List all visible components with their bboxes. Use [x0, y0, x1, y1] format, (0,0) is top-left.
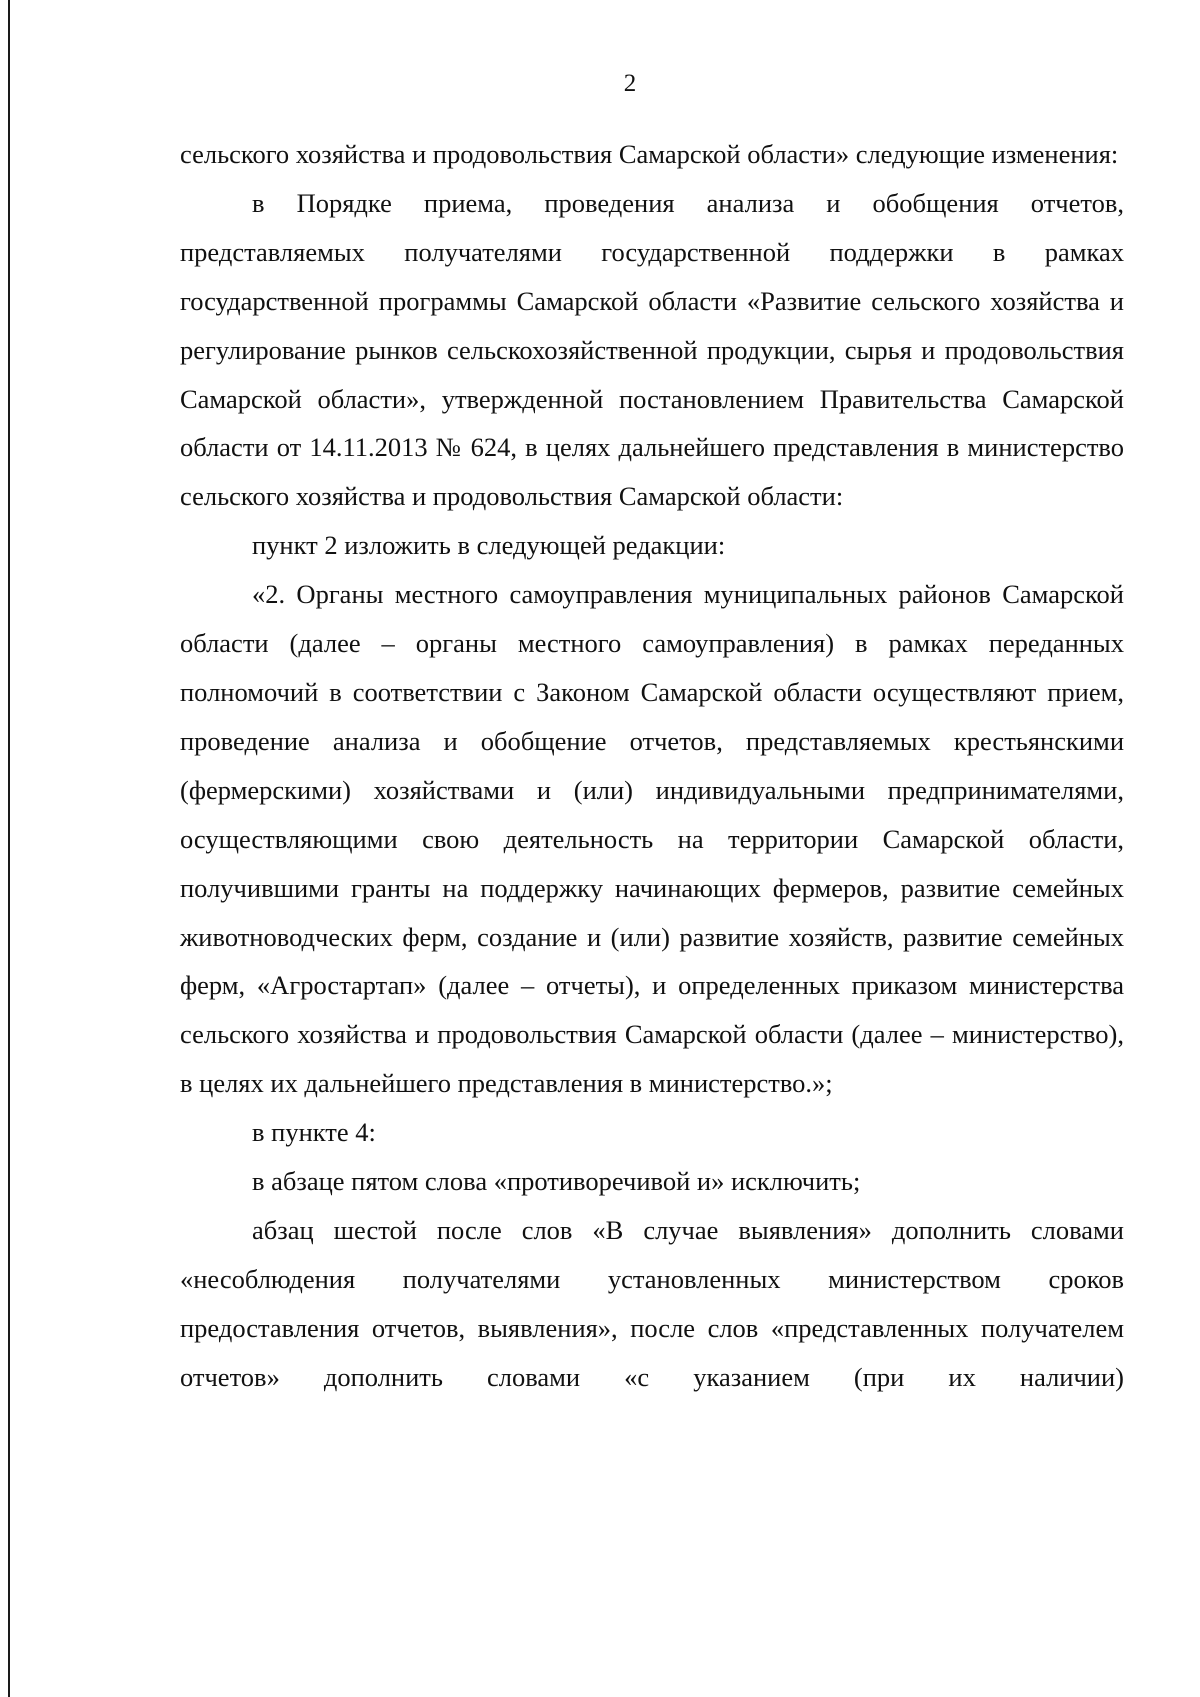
paragraph-point-2-text: «2. Органы местного самоуправления муниципальных районов Самарской области (далее – органы местного самоуправления) в рамках переданных полномочий в соответствии с Законом Самарской области осуществляют прием, проведение анализа и обобщение отчетов, представляемых крестьянскими (фермерскими) хозяйствами и (или) индивидуальными предпринимателями, осуществляющими свою деятельность на территории Самарской области, получившими гранты на поддержку начинающих фермеров, развитие семейных животноводческих ферм, создание и (или) развитие хозяйств, развитие семейных ферм, «Агростартап» (далее – отчеты), и определенных приказом министерства сельского хозяйства и продовольствия Самарской области (далее – министерство), в целях их дальнейшего представления в министерство.»; [180, 579, 1124, 1099]
paragraph-continuation: сельского хозяйства и продовольствия Самарской области» следующие изменения: [180, 139, 1119, 169]
page-left-border [8, 0, 10, 1697]
paragraph-point-4-intro: в пункте 4: [252, 1117, 376, 1148]
paragraph-point-4-abzac-5: в абзаце пятом слова «противоречивой и» исключить; [252, 1166, 861, 1197]
paragraph-point-4-abzac-6: абзац шестой после слов «В случае выявления» дополнить словами «несоблюдения получателями установленных министерством сроков предоставления отчетов, выявления», после слов «представленных получателем отчетов» дополнить словами «с указанием (при их наличии) [180, 1214, 1124, 1392]
page-number: 2 [623, 70, 637, 97]
paragraph-point-2-intro: пункт 2 изложить в следующей редакции: [252, 530, 726, 561]
paragraph-order-amendment: в Порядке приема, проведения анализа и обобщения отчетов, представляемых получателями государственной поддержки в рамках государственной программы Самарской области «Развитие сельского хозяйства и регулирование рынков сельскохозяйственной продукции, сырья и продовольствия Самарской области», утвержденной постановлением Правительства Самарской области от 14.11.2013 № 624, в целях дальнейшего представления в министерство сельского хозяйства и продовольствия Самарской области: [180, 187, 1124, 512]
document-body [180, 130, 1124, 1402]
